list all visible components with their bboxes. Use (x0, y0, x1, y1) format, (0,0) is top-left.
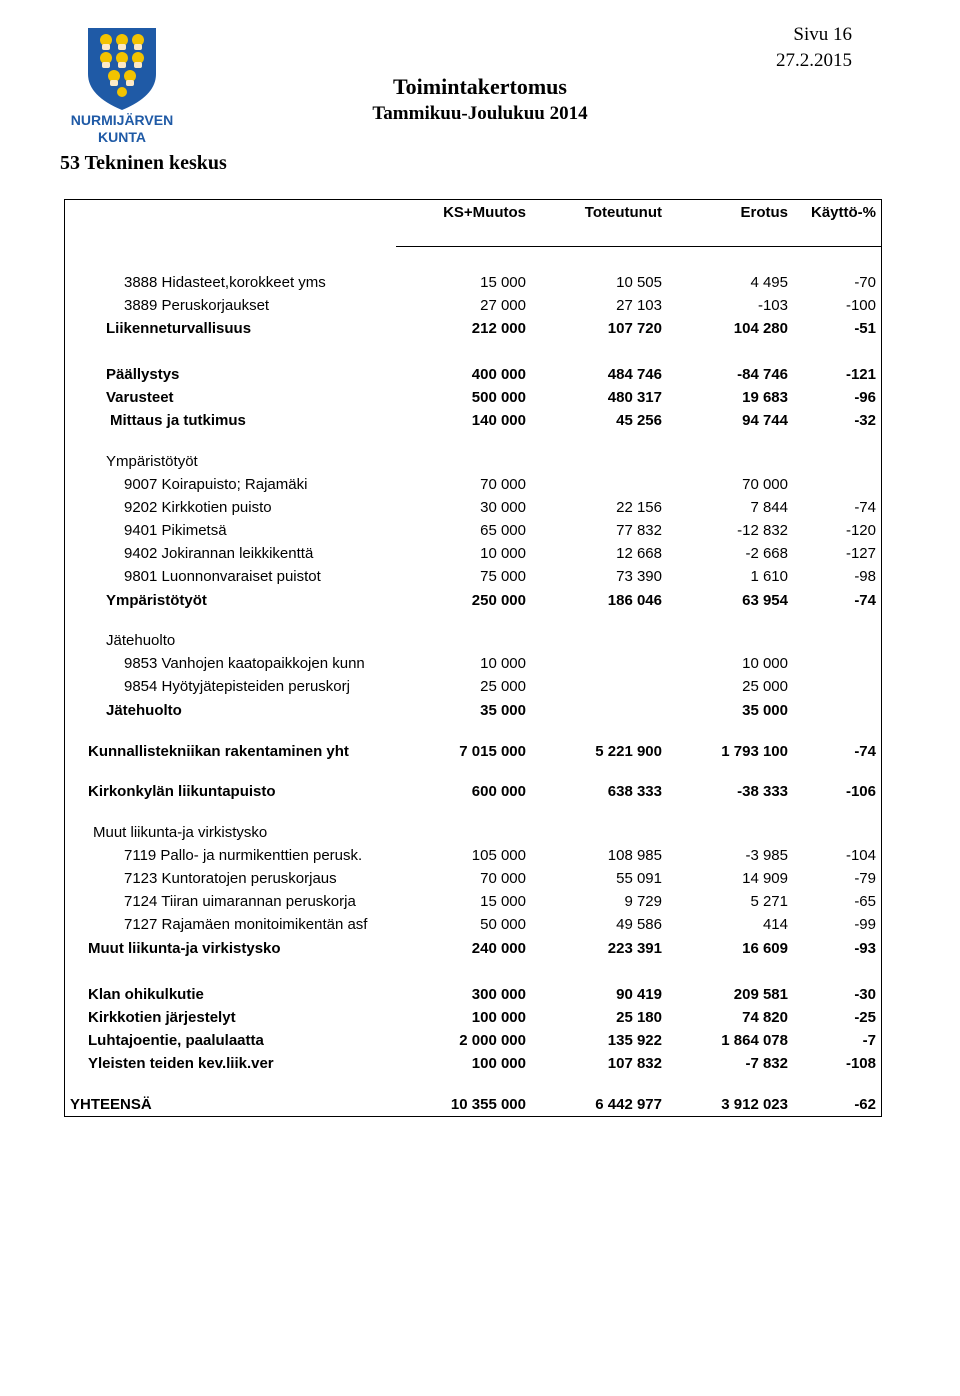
cell-ks-muutos: 65 000 (480, 522, 526, 539)
cell-kaytto: -62 (854, 1096, 876, 1113)
cell-ks-muutos: 250 000 (471, 592, 526, 609)
cell-erotus: -3 985 (745, 847, 788, 864)
row-label: Kirkkotien järjestelyt (88, 1009, 236, 1026)
cell-ks-muutos: 100 000 (471, 1055, 526, 1072)
row-label: 3888 Hidasteet,korokkeet yms (124, 274, 326, 291)
cell-toteutunut: 49 586 (616, 916, 662, 933)
cell-ks-muutos: 300 000 (471, 986, 526, 1003)
table-row (0, 389, 960, 409)
svg-text:KUNTA: KUNTA (98, 129, 146, 145)
cell-toteutunut: 638 333 (607, 783, 662, 800)
cell-ks-muutos: 70 000 (480, 870, 526, 887)
cell-erotus: 1 793 100 (721, 743, 788, 760)
cell-erotus: -12 832 (737, 522, 788, 539)
table-row (0, 1009, 960, 1029)
header-divider (396, 246, 882, 247)
table-row (0, 366, 960, 386)
table-row (0, 893, 960, 913)
document-period: Tammikuu-Joulukuu 2014 (372, 103, 588, 124)
row-label: Varusteet (106, 389, 174, 406)
row-label: 9853 Vanhojen kaatopaikkojen kunn (124, 655, 365, 672)
report-date: 27.2.2015 (776, 50, 852, 71)
row-label: Yleisten teiden kev.liik.ver (88, 1055, 274, 1072)
row-label: 7123 Kuntoratojen peruskorjaus (124, 870, 337, 887)
table-row (0, 702, 960, 722)
row-label: Kunnallistekniikan rakentaminen yht (88, 743, 349, 760)
cell-ks-muutos: 10 000 (480, 655, 526, 672)
row-label: Luhtajoentie, paalulaatta (88, 1032, 264, 1049)
table-row (0, 870, 960, 890)
table-row (0, 986, 960, 1006)
cell-toteutunut: 108 985 (607, 847, 662, 864)
document-title: Toimintakertomus (393, 74, 567, 99)
svg-text:NURMIJÄRVEN: NURMIJÄRVEN (70, 112, 174, 128)
cell-toteutunut: 12 668 (616, 545, 662, 562)
cell-toteutunut: 6 442 977 (595, 1096, 662, 1113)
cell-toteutunut: 27 103 (616, 297, 662, 314)
cell-toteutunut: 73 390 (616, 568, 662, 585)
cell-erotus: -2 668 (745, 545, 788, 562)
table-row (0, 412, 960, 432)
row-label: 9402 Jokirannan leikkikenttä (124, 545, 314, 562)
row-label: YHTEENSÄ (70, 1096, 152, 1113)
cell-erotus: 414 (762, 916, 788, 933)
cell-erotus: 7 844 (750, 499, 788, 516)
row-label: 9854 Hyötyjätepisteiden peruskorj (124, 678, 350, 695)
cell-toteutunut: 484 746 (607, 366, 662, 383)
cell-kaytto: -74 (854, 743, 876, 760)
cell-erotus: -7 832 (745, 1055, 788, 1072)
table-row (0, 916, 960, 936)
table-row (0, 320, 960, 340)
cell-ks-muutos: 500 000 (471, 389, 526, 406)
table-row (0, 297, 960, 317)
cell-ks-muutos: 27 000 (480, 297, 526, 314)
table-row (0, 824, 960, 844)
cell-ks-muutos: 100 000 (471, 1009, 526, 1026)
cell-erotus: -84 746 (737, 366, 788, 383)
table-row (0, 743, 960, 763)
table-row (0, 545, 960, 565)
table-row (0, 1032, 960, 1052)
row-label: Ympäristötyöt (106, 592, 207, 609)
cell-ks-muutos: 30 000 (480, 499, 526, 516)
table-row (0, 655, 960, 675)
column-header-toteutunut: Toteutunut (584, 204, 662, 221)
cell-erotus: -103 (757, 297, 788, 314)
row-label: Muut liikunta-ja virkistysko (93, 824, 268, 841)
cell-ks-muutos: 15 000 (480, 274, 526, 291)
cell-erotus: 104 280 (733, 320, 788, 337)
row-label: 9007 Koirapuisto; Rajamäki (124, 476, 308, 493)
table-row (0, 847, 960, 867)
cell-toteutunut: 9 729 (624, 893, 662, 910)
cell-toteutunut: 186 046 (607, 592, 662, 609)
cell-erotus: 70 000 (742, 476, 788, 493)
cell-kaytto: -65 (854, 893, 876, 910)
cell-toteutunut: 107 832 (607, 1055, 662, 1072)
row-label: 9801 Luonnonvaraiset puistot (124, 568, 321, 585)
table-row (0, 940, 960, 960)
cell-erotus: 94 744 (742, 412, 788, 429)
column-header-ks-muutos: KS+Muutos (443, 204, 526, 221)
cell-erotus: 19 683 (742, 389, 788, 406)
cell-kaytto: -108 (845, 1055, 876, 1072)
cell-ks-muutos: 10 355 000 (450, 1096, 526, 1113)
table-row (0, 499, 960, 519)
cell-kaytto: -7 (862, 1032, 876, 1049)
cell-ks-muutos: 240 000 (471, 940, 526, 957)
cell-kaytto: -51 (854, 320, 876, 337)
cell-erotus: 25 000 (742, 678, 788, 695)
row-label: 9401 Pikimetsä (124, 522, 227, 539)
row-label: Liikenneturvallisuus (106, 320, 252, 337)
cell-kaytto: -30 (854, 986, 876, 1003)
row-label: Päällystys (106, 366, 180, 383)
cell-ks-muutos: 600 000 (471, 783, 526, 800)
table-row (0, 632, 960, 652)
cell-kaytto: -106 (845, 783, 876, 800)
cell-ks-muutos: 50 000 (480, 916, 526, 933)
cell-ks-muutos: 15 000 (480, 893, 526, 910)
cell-ks-muutos: 7 015 000 (459, 743, 526, 760)
table-row (0, 453, 960, 473)
cell-ks-muutos: 140 000 (471, 412, 526, 429)
row-label: Jätehuolto (106, 632, 176, 649)
row-label: 9202 Kirkkotien puisto (124, 499, 272, 516)
cell-toteutunut: 45 256 (616, 412, 662, 429)
cell-toteutunut: 25 180 (616, 1009, 662, 1026)
table-row (0, 1055, 960, 1075)
cell-kaytto: -74 (854, 499, 876, 516)
row-label: Ympäristötyöt (106, 453, 198, 470)
cell-erotus: 63 954 (742, 592, 788, 609)
cell-erotus: 10 000 (742, 655, 788, 672)
cell-kaytto: -25 (854, 1009, 876, 1026)
cell-toteutunut: 10 505 (616, 274, 662, 291)
cell-erotus: 5 271 (750, 893, 788, 910)
table-row (0, 783, 960, 803)
table-row (0, 522, 960, 542)
cell-erotus: 1 864 078 (721, 1032, 788, 1049)
row-label: Muut liikunta-ja virkistysko (88, 940, 281, 957)
cell-kaytto: -120 (845, 522, 876, 539)
cell-erotus: 35 000 (742, 702, 788, 719)
cell-toteutunut: 223 391 (607, 940, 662, 957)
row-label: 7119 Pallo- ja nurmikenttien perusk. (124, 847, 363, 864)
cell-kaytto: -32 (854, 412, 876, 429)
cell-kaytto: -74 (854, 592, 876, 609)
cell-ks-muutos: 2 000 000 (459, 1032, 526, 1049)
column-header-kaytto: Käyttö-% (810, 204, 876, 221)
cell-ks-muutos: 35 000 (480, 702, 526, 719)
cell-toteutunut: 107 720 (607, 320, 662, 337)
table-row (0, 1096, 960, 1116)
row-label: Kirkonkylän liikuntapuisto (88, 783, 276, 800)
page-number: Sivu 16 (793, 24, 852, 45)
cell-kaytto: -98 (854, 568, 876, 585)
row-label: Mittaus ja tutkimus (110, 412, 246, 429)
cell-toteutunut: 135 922 (607, 1032, 662, 1049)
row-label: Jätehuolto (106, 702, 182, 719)
cell-erotus: 209 581 (733, 986, 788, 1003)
cell-kaytto: -121 (845, 366, 876, 383)
table-row (0, 678, 960, 698)
cell-toteutunut: 5 221 900 (595, 743, 662, 760)
cell-erotus: -38 333 (737, 783, 788, 800)
cell-kaytto: -127 (845, 545, 876, 562)
cell-ks-muutos: 75 000 (480, 568, 526, 585)
cell-erotus: 1 610 (750, 568, 788, 585)
cell-kaytto: -79 (854, 870, 876, 887)
cell-kaytto: -100 (845, 297, 876, 314)
row-label: 7124 Tiiran uimarannan peruskorja (124, 893, 356, 910)
cell-ks-muutos: 70 000 (480, 476, 526, 493)
section-title: 53 Tekninen keskus (60, 152, 227, 174)
cell-kaytto: -104 (845, 847, 876, 864)
cell-toteutunut: 22 156 (616, 499, 662, 516)
row-label: 7127 Rajamäen monitoimikentän asf (124, 916, 368, 933)
cell-kaytto: -93 (854, 940, 876, 957)
cell-kaytto: -96 (854, 389, 876, 406)
cell-ks-muutos: 10 000 (480, 545, 526, 562)
cell-toteutunut: 77 832 (616, 522, 662, 539)
cell-kaytto: -99 (854, 916, 876, 933)
cell-toteutunut: 90 419 (616, 986, 662, 1003)
table-row (0, 592, 960, 612)
cell-ks-muutos: 400 000 (471, 366, 526, 383)
cell-toteutunut: 480 317 (607, 389, 662, 406)
table-row (0, 274, 960, 294)
cell-erotus: 16 609 (742, 940, 788, 957)
cell-erotus: 74 820 (742, 1009, 788, 1026)
cell-erotus: 4 495 (750, 274, 788, 291)
row-label: 3889 Peruskorjaukset (124, 297, 270, 314)
column-header-erotus: Erotus (740, 204, 788, 221)
cell-kaytto: -70 (854, 274, 876, 291)
cell-erotus: 14 909 (742, 870, 788, 887)
cell-toteutunut: 55 091 (616, 870, 662, 887)
cell-ks-muutos: 25 000 (480, 678, 526, 695)
table-row (0, 568, 960, 588)
cell-erotus: 3 912 023 (721, 1096, 788, 1113)
cell-ks-muutos: 212 000 (471, 320, 526, 337)
row-label: Klan ohikulkutie (88, 986, 204, 1003)
cell-ks-muutos: 105 000 (471, 847, 526, 864)
table-row (0, 476, 960, 496)
